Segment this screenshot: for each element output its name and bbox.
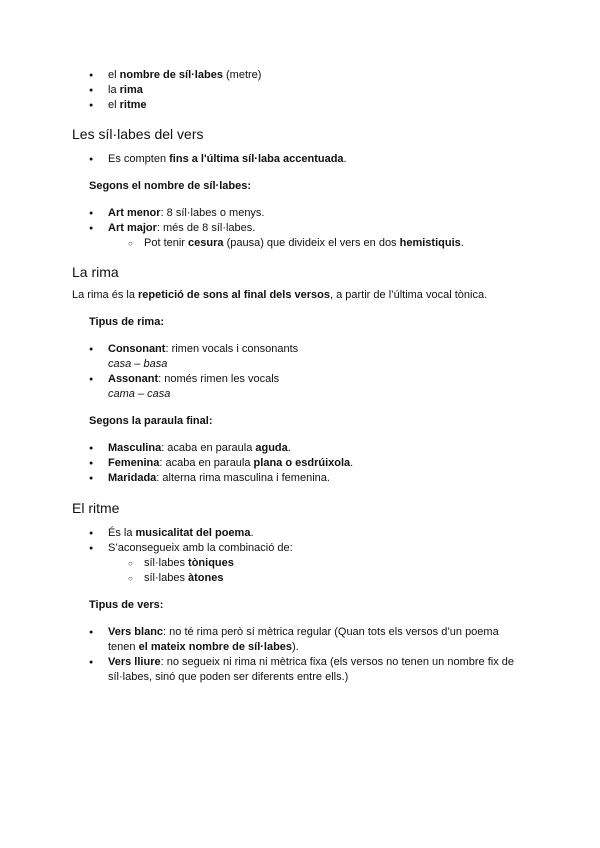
list-item: ● el ritme — [72, 98, 560, 113]
art-list — [72, 206, 560, 251]
list-item: ● Masculina: acaba en paraula aguda. — [72, 441, 560, 456]
list-item: ● Vers blanc: no té rima però sí mètrica regular (Quan tots els versos d’un poema tenen el mateix nombre de síl·labes). — [72, 625, 524, 655]
list-item: ● Femenina: acaba en paraula plana o esdrúixola. — [72, 456, 560, 471]
art-major-sublist — [108, 236, 560, 251]
subheading-nombre-sillabes: Segons el nombre de síl·labes: — [89, 180, 251, 192]
list-item: ○ síl·labes tòniques — [108, 556, 560, 571]
rima-paragraph: La rima és la repetició de sons al final dels versos, a partir de l’última vocal tònica. — [72, 289, 488, 301]
list-item: ● Art major: més de 8 síl·labes. ○ Pot tenir cesura (pausa) que divideix el vers en dos hemistiquis. — [72, 221, 560, 251]
combinacio-sublist — [108, 556, 560, 586]
list-item: ● S’aconsegueix amb la combinació de: ○ síl·labes tòniques ○ síl·labes àtones — [72, 541, 560, 586]
example-text: cama – casa — [108, 388, 171, 400]
example-text: casa – basa — [108, 358, 168, 370]
section-title-sillabes: Les síl·labes del vers — [72, 126, 204, 142]
list-item: ● Consonant: rimen vocals i consonants casa – basa — [72, 342, 560, 372]
tipus-vers-list — [72, 625, 524, 685]
list-item: ● el nombre de síl·labes (metre) — [72, 68, 560, 83]
list-item: ○ síl·labes àtones — [108, 571, 560, 586]
subheading-tipus-rima: Tipus de rima: — [89, 316, 164, 328]
subheading-paraula-final: Segons la paraula final: — [89, 415, 213, 427]
ritme-list — [72, 526, 560, 586]
list-item: ○ Pot tenir cesura (pausa) que divideix el vers en dos hemistiquis. — [108, 236, 560, 251]
list-item: ● Vers lliure: no segueix ni rima ni mètrica fixa (els versos no tenen un nombre fix de síl·labes, sinó que poden ser diferents entre ells.) — [72, 655, 524, 685]
list-item: ● Es compten fins a l'última síl·laba accentuada. — [72, 152, 560, 167]
intro-list — [72, 68, 560, 113]
section-title-rima: La rima — [72, 264, 119, 280]
list-item: ● la rima — [72, 83, 560, 98]
section-title-ritme: El ritme — [72, 500, 120, 516]
paraula-final-list — [72, 441, 560, 486]
sillabes-list — [72, 152, 560, 167]
tipus-rima-list — [72, 342, 560, 402]
subheading-tipus-vers: Tipus de vers: — [89, 599, 164, 611]
list-item: ● Art menor: 8 síl·labes o menys. — [72, 206, 560, 221]
list-item: ● Maridada: alterna rima masculina i femenina. — [72, 471, 560, 486]
list-item: ● Assonant: només rimen les vocals cama – casa — [72, 372, 560, 402]
list-item: ● És la musicalitat del poema. — [72, 526, 560, 541]
